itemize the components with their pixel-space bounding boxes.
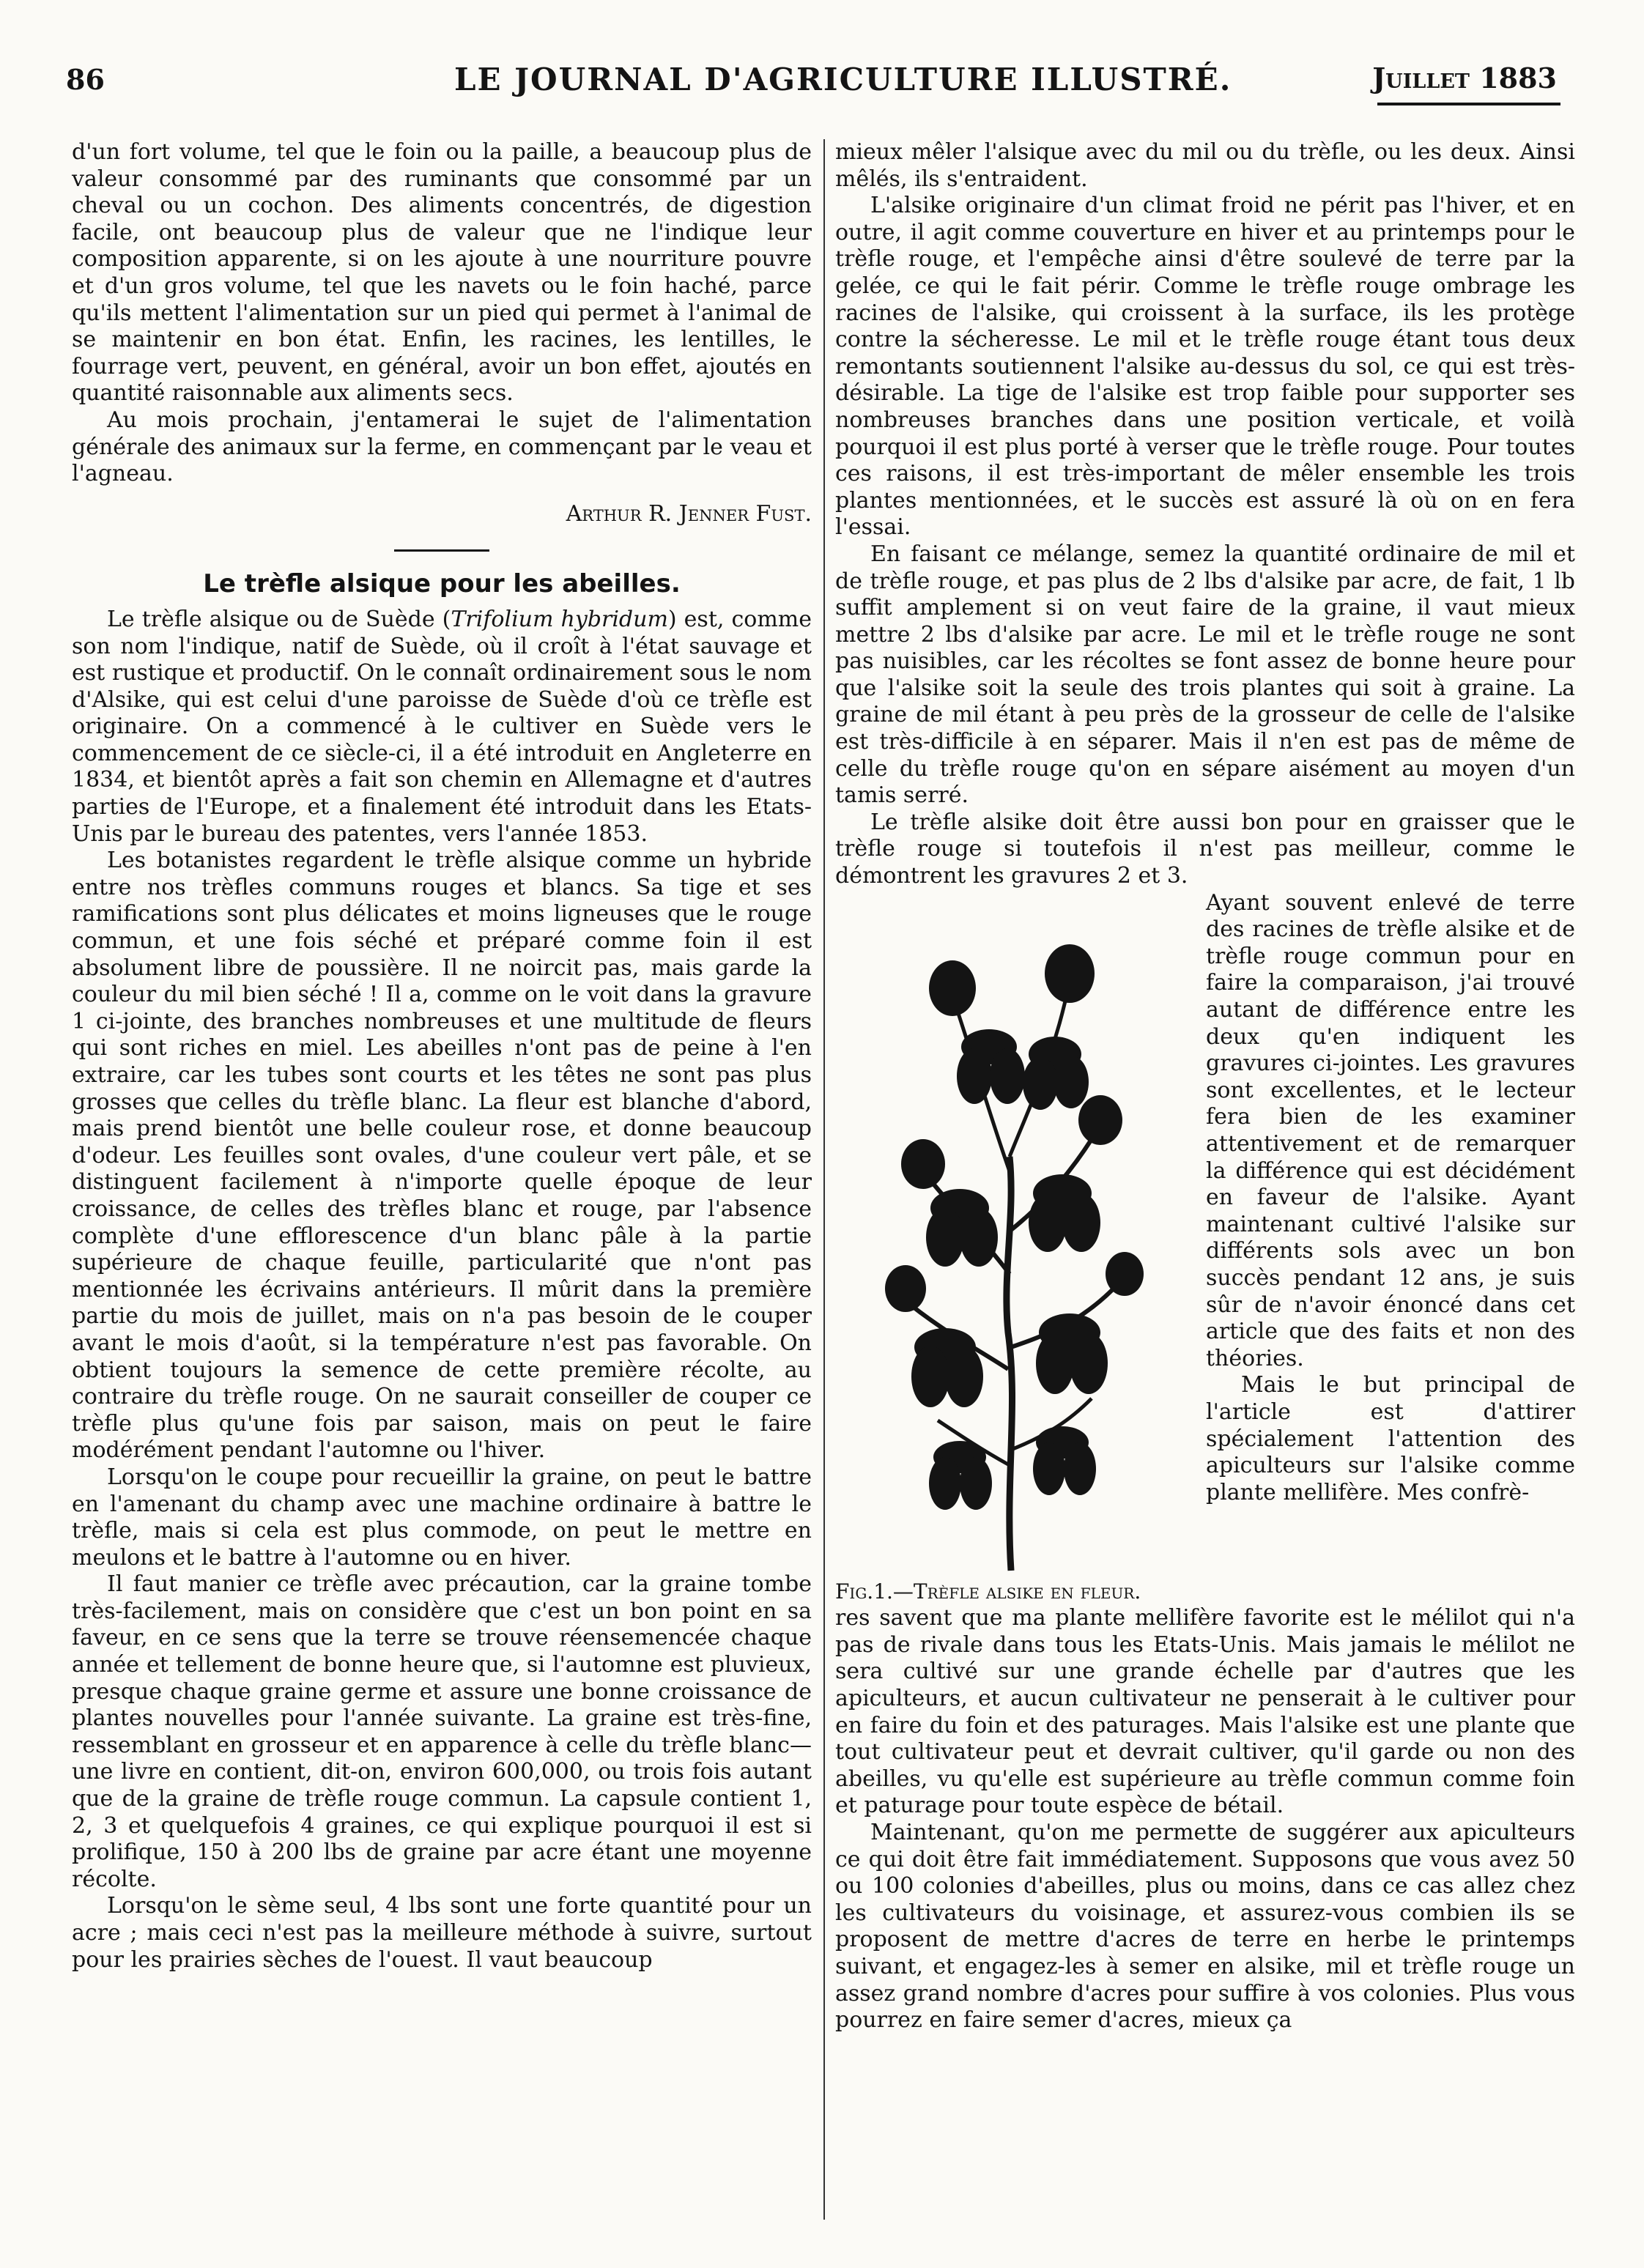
- paragraph-8-lead: Le trèfle alsike doit être aussi bon pour en graisser que le trèfle rouge si toutefois il n'est pas meilleur, comme le démontrent les gravures 2 et 3.: [835, 809, 1575, 889]
- paragraph-continued: mieux mêler l'alsique avec du mil ou du trèfle, ou les deux. Ainsi mêlés, ils s'entraident.: [835, 139, 1575, 192]
- paragraph-6: L'alsike originaire d'un climat froid ne périt pas l'hiver, et en outre, il agit comme couverture en hiver et au printemps pour le trèfle rouge, et l'empêche ainsi d'être soulevé de terre par la gelée, ce qui le fait périr. Comme le trèfle rouge ombrage les racines de l'alsike, qui croissent à la surface, ils les protège contre la sécheresse. Le mil et le trèfle rouge étant tous deux remontants soutiennent l'alsike au-dessus du sol, ce qui est très-désirable. La tige de l'alsike est trop faible pour supporter ses nombreuses branches dans une position verticale, et voilà pourquoi il est plus porté à verser que le trèfle rouge. Pour toutes ces raisons, il est très-important de mêler ensemble les trois plantes mentionnées, et le succès est assuré là où on en fera l'essai.: [835, 193, 1575, 541]
- page-header: [59, 48, 1564, 107]
- p1-text-a: Le trèfle alsique ou de Suède (: [107, 606, 451, 632]
- paragraph-5: Lorsqu'on le sème seul, 4 lbs sont une forte quantité pour un acre ; mais ceci n'est pas la meilleure méthode à suivre, surtout pour les prairies sèches de l'ouest. Il vaut beaucoup: [72, 1893, 812, 1973]
- clover-illustration: [835, 893, 1187, 1574]
- header-rule: [1377, 103, 1560, 105]
- paragraph-7: En faisant ce mélange, semez la quantité ordinaire de mil et de trèfle rouge, et pas plus de 2 lbs d'alsike par acre, de fait, 1 lb suffit amplement si on veut faire de la graine, il vaut mieux mettre 2 lbs d'alsike par acre. Le mil et le trèfle rouge ne sont pas nuisibles, car les récoltes se font assez de bonne heure pour que l'alsike soit la seule des trois plantes qui soit à graine. La graine de mil étant à peu près de la grosseur de celle de l'alsike est très-difficile à en séparer. Mais il n'en est pas de même de celle du trèfle rouge qu'on en sépare aisément au moyen d'un tamis serré.: [835, 541, 1575, 809]
- p1-text-b: ) est, comme son nom l'indique, natif de Suède, où il croît à l'état sauvage et est rustique et productif. On le connaît ordinairement sous le nom d'Alsike, qui est celui d'une paroisse de Suède d'où ce trèfle est originaire. On a commencé à le cultiver en Suède vers le commencement de ce siècle-ci, il a été introduit en Angleterre en 1834, et bientôt après a fait son chemin en Allemagne et d'autres parties de l'Europe, et a finalement été introduit dans les Etats-Unis par le bureau des patentes, vers l'année 1853.: [72, 606, 812, 847]
- clover-plant-drawing: [835, 893, 1187, 1574]
- figure-caption: Fig.1.—Trèfle alsike en fleur.: [835, 1579, 1141, 1604]
- paragraph-10: Maintenant, qu'on me permette de suggérer aux apiculteurs ce qui doit être fait immédiatement. Supposons que vous avez 50 ou 100 colonies d'abeilles, plus ou moins, dans ce cas allez chez les cultivateurs du voisinage, et assurez-vous combien ils se proposent de mettre d'acres de terre en herbe le printemps suivant, et engagez-les à semer en alsike, mil et trèfle rouge un assez grand nombre d'acres pour suffire à vos colonies. Plus vous pourrez en faire semer d'acres, mieux ça: [835, 1819, 1575, 2034]
- paragraph-8-wrap: Ayant souvent enlevé de terre des racines de trèfle alsike et de trèfle rouge commun pour en faire la comparaison, j'ai trouvé autant de différence entre les deux qu'en indiquent les gravures ci-jointes. Les gravures sont excellentes, et le lecteur fera bien de les examiner attentivement et de remarquer la différence qui est décidément en faveur de l'alsike. Ayant maintenant cultivé l'alsike sur différents sols avec un bon succès pendant 12 ans, je suis sûr de n'avoir énoncé dans cet article que des faits et non des théories.: [1206, 889, 1575, 1371]
- journal-title: LE JOURNAL D'AGRICULTURE ILLUSTRÉ.: [454, 62, 1232, 97]
- issue-date: Juillet 1883: [1372, 62, 1557, 94]
- page-number: 86: [66, 63, 105, 96]
- paragraph-2: Les botanistes regardent le trèfle alsique comme un hybride entre nos trèfles communs rouges et blancs. Sa tige et ses ramifications sont plus délicates et moins ligneuses que le rouge commun, et une fois séché et préparé comme foin il est absolument libre de poussière. Il ne noircit pas, mais garde la couleur du mil bien séché ! Il a, comme on le voit dans la gravure 1 ci-jointe, des branches nombreuses et une multitude de fleurs qui sont riches en miel. Les abeilles n'ont pas de peine à l'en extraire, car les tubes sont courts et les têtes ne sont pas plus grosses que celles du trèfle blanc. La fleur est blanche d'abord, mais prend bientôt une belle couleur rose, et donne beaucoup d'odeur. Les feuilles sont ovales, d'une couleur vert pâle, et se distinguent facilement à n'importe quelle époque de leur croissance, de celles des trèfles blanc et rouge, par l'absence complète d'une efflorescence d'un blanc pâle à la partie supérieure de chaque feuille, particularité que n'ont pas mentionnée les écrivains antérieurs. Il mûrit dans la première partie du mois de juillet, mais on n'a pas besoin de le couper avant le mois d'août, si la température n'est pas favorable. On obtient toujours la semence de cette première récolte, au contraire du trèfle rouge. On ne saurait conseiller de couper ce trèfle plus qu'une fois par saison, mais on peut le faire modérément pendant l'automne ou l'hiver.: [72, 848, 812, 1464]
- paragraph-3: Lorsqu'on le coupe pour recueillir la graine, on peut le battre en l'amenant du champ avec une machine ordinaire à battre le trèfle, mais si cela est plus commode, on peut le mettre en meulons et le battre à l'automne ou en hiver.: [72, 1464, 812, 1571]
- left-column: [72, 139, 812, 1974]
- section-divider: [394, 549, 489, 552]
- paragraph-4: Il faut manier ce trèfle avec précaution, car la graine tombe très-facilement, mais on considère que c'est un bon point en sa faveur, en ce sens que la terre se trouve réensemencée chaque année et tellement de bonne heure que, si l'automne est pluvieux, presque chaque graine germe et assure une bonne croissance de plantes nouvelles pour l'année suivante. La graine est très-fine, ressemblant en grosseur et en apparence à celle du trèfle blanc—une livre en contient, dit-on, environ 600,000, ou trois fois autant que de la graine de trèfle rouge commun. La capsule contient 1, 2, 3 et quelquefois 4 graines, ce qui explique pourquoi il est si prolifique, 150 à 200 lbs de graine par acre étant une moyenne récolte.: [72, 1571, 812, 1892]
- paragraph-intro: d'un fort volume, tel que le foin ou la paille, a beaucoup plus de valeur consommé par des ruminants que consommé par un cheval ou un cochon. Des aliments concentrés, de digestion facile, ont beaucoup plus de valeur que ne l'indique leur composition apparente, si on les ajoute à une nourriture pouvre et d'un gros volume, tel que les navets ou le foin haché, parce qu'ils mettent l'alimentation sur un pied qui permet à l'animal de se maintenir en bon état. Enfin, les racines, les lentilles, le fourrage vert, peuvent, en général, avoir un bon effet, ajoutés en quantité raisonnable aux aliments secs.: [72, 139, 812, 407]
- paragraph-1: [72, 607, 812, 848]
- paragraph-next-month: Au mois prochain, j'entamerai le sujet de l'alimentation générale des animaux sur la ferme, en commençant par le veau et l'agneau.: [72, 407, 812, 487]
- paragraph-9-wrap: Mais le but principal de l'article est d'attirer spécialement l'attention des apiculteurs sur l'alsike comme plante mellifère. Mes confrè-: [1206, 1372, 1575, 1505]
- column-divider: [823, 139, 825, 2220]
- article-title: Le trèfle alsique pour les abeilles.: [203, 569, 681, 599]
- author-signature: Arthur R. Jenner Fust.: [566, 500, 812, 527]
- right-column: [835, 139, 1575, 2034]
- paragraph-9-continued: res savent que ma plante mellifère favorite est le mélilot qui n'a pas de rivale dans tous les Etats-Unis. Mais jamais le mélilot ne sera cultivé sur une grande échelle par d'autres que les apiculteurs, et aucun cultivateur ne penserait à le cultiver pour en faire du foin et des paturages. Mais l'alsike est une plante que tout cultivateur peut et devrait cultiver, qu'il garde ou non des abeilles, vu qu'elle est supérieure au trèfle commun comme foin et paturage pour toute espèce de bétail.: [835, 1605, 1575, 1819]
- latin-name: Trifolium hybridum: [451, 606, 668, 632]
